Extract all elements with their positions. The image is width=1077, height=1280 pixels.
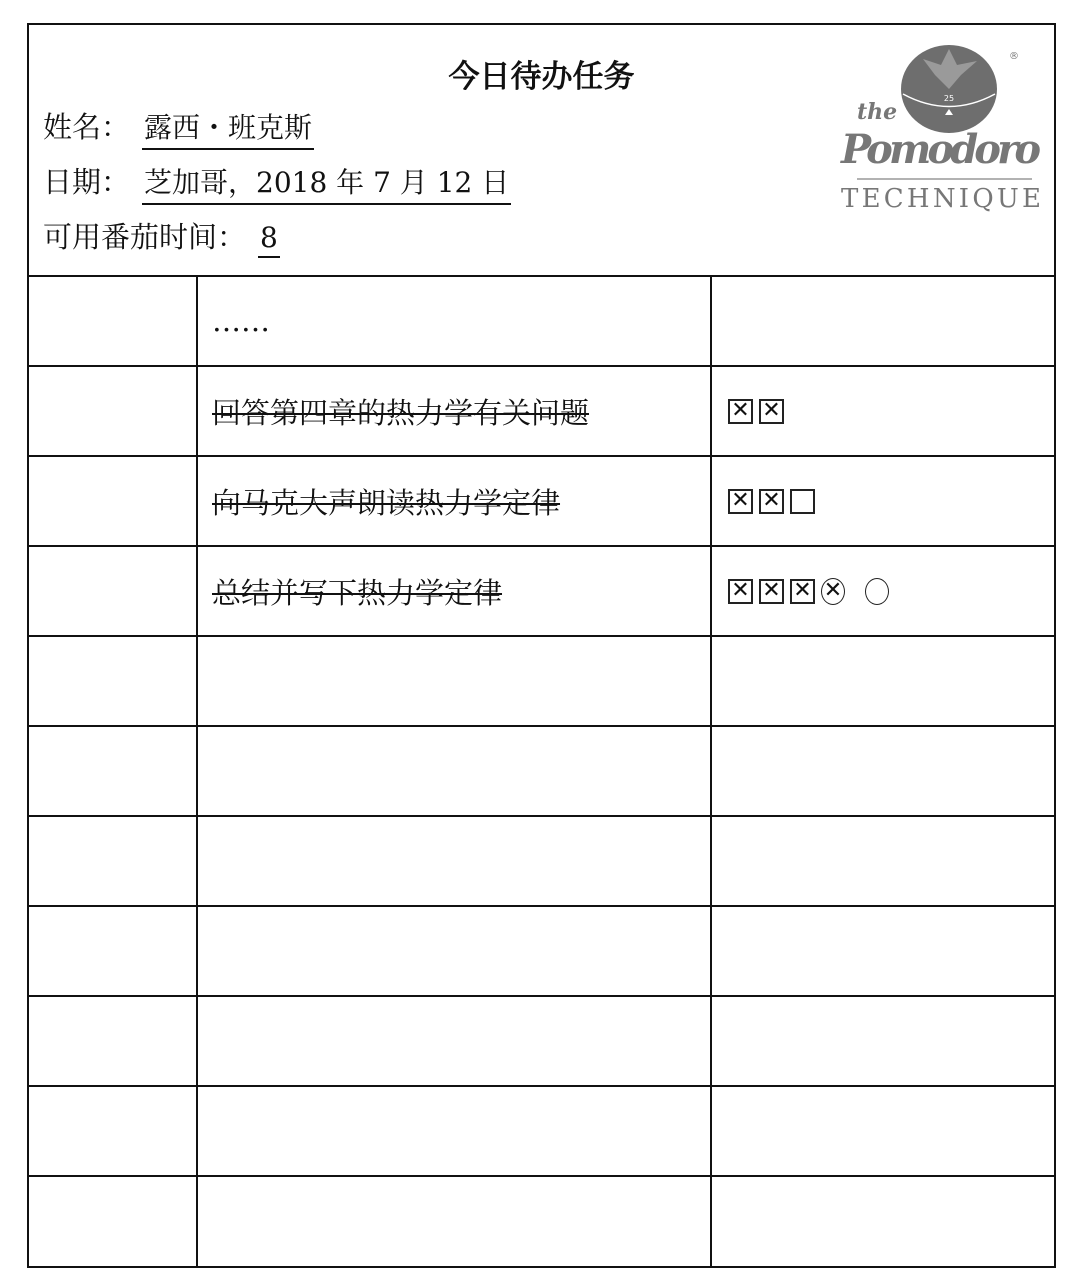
- task-row: [29, 277, 1054, 367]
- pomodoro-marks-cell[interactable]: [712, 1177, 1054, 1267]
- pomodoro-todo-sheet: [27, 23, 1056, 1268]
- row-label-cell[interactable]: [29, 1087, 198, 1175]
- x-circle-icon: ✕: [821, 578, 845, 605]
- row-label-cell[interactable]: [29, 367, 198, 455]
- pomodoro-marks-cell[interactable]: [712, 277, 1054, 365]
- x-box-icon: ✕: [759, 579, 784, 604]
- task-row: [29, 727, 1054, 817]
- pomodoro-marks-cell[interactable]: [712, 367, 1054, 455]
- task-cell[interactable]: [198, 367, 712, 455]
- pomodoro-marks-cell[interactable]: [712, 457, 1054, 545]
- task-table: [29, 277, 1054, 1267]
- row-label-cell[interactable]: [29, 277, 198, 365]
- task-row: [29, 367, 1054, 457]
- row-label-cell[interactable]: [29, 637, 198, 725]
- task-cell[interactable]: [198, 817, 712, 905]
- row-label-cell[interactable]: [29, 457, 198, 545]
- task-cell[interactable]: [198, 547, 712, 635]
- task-row: [29, 1177, 1054, 1267]
- task-text: ……: [212, 304, 270, 338]
- pomodoro-marks-cell[interactable]: [712, 727, 1054, 815]
- row-label-cell[interactable]: [29, 817, 198, 905]
- empty-circle-icon: [865, 578, 889, 605]
- task-cell[interactable]: [198, 277, 712, 365]
- svg-text:®: ®: [1009, 51, 1019, 62]
- svg-text:the: the: [857, 99, 898, 125]
- x-box-icon: ✕: [759, 489, 784, 514]
- pomodoro-marks-cell[interactable]: [712, 547, 1054, 635]
- pomodoro-marks-cell[interactable]: [712, 637, 1054, 725]
- sheet-title: 今日待办任务: [448, 59, 635, 95]
- task-row: [29, 1087, 1054, 1177]
- date-label: 日期：: [43, 165, 131, 199]
- svg-text:25: 25: [943, 94, 955, 103]
- row-label-cell[interactable]: [29, 727, 198, 815]
- task-cell[interactable]: [198, 457, 712, 545]
- task-row: [29, 817, 1054, 907]
- task-row: [29, 997, 1054, 1087]
- row-label-cell[interactable]: [29, 1177, 198, 1267]
- sheet-header: [29, 25, 1054, 277]
- row-label-cell[interactable]: [29, 547, 198, 635]
- pomodoro-marks-cell[interactable]: [712, 1087, 1054, 1175]
- empty-box-icon: [790, 489, 815, 514]
- pomodoro-marks-cell[interactable]: [712, 997, 1054, 1085]
- available-pomodoros-field: [43, 215, 280, 258]
- date-field: [43, 160, 511, 205]
- task-row: [29, 637, 1054, 727]
- task-cell[interactable]: [198, 1087, 712, 1175]
- name-field: [43, 105, 314, 150]
- x-box-icon: ✕: [728, 489, 753, 514]
- pomodoro-technique-logo: [837, 39, 1047, 219]
- task-cell[interactable]: [198, 907, 712, 995]
- task-cell[interactable]: [198, 997, 712, 1085]
- task-row: [29, 457, 1054, 547]
- available-pomodoros-value[interactable]: 8: [258, 221, 280, 258]
- svg-text:TECHNIQUE: TECHNIQUE: [841, 184, 1041, 214]
- x-box-icon: ✕: [759, 399, 784, 424]
- row-label-cell[interactable]: [29, 907, 198, 995]
- task-cell[interactable]: [198, 637, 712, 725]
- x-box-icon: ✕: [790, 579, 815, 604]
- task-text: 向马克大声朗读热力学定律: [212, 485, 561, 520]
- task-cell[interactable]: [198, 727, 712, 815]
- available-pomodoros-label: 可用番茄时间：: [43, 220, 247, 254]
- task-text: 回答第四章的热力学有关问题: [212, 395, 590, 430]
- task-row: [29, 907, 1054, 997]
- x-box-icon: ✕: [728, 579, 753, 604]
- name-value[interactable]: 露西・班克斯: [142, 106, 314, 150]
- pomodoro-marks-cell[interactable]: [712, 817, 1054, 905]
- date-value[interactable]: 芝加哥，2018 年 7 月 12 日: [142, 161, 511, 205]
- svg-text:Pomodoro: Pomodoro: [841, 126, 1041, 173]
- row-label-cell[interactable]: [29, 997, 198, 1085]
- task-row: [29, 547, 1054, 637]
- name-label: 姓名：: [43, 110, 131, 144]
- pomodoro-marks-cell[interactable]: [712, 907, 1054, 995]
- task-cell[interactable]: [198, 1177, 712, 1267]
- x-box-icon: ✕: [728, 399, 753, 424]
- task-text: 总结并写下热力学定律: [212, 575, 503, 610]
